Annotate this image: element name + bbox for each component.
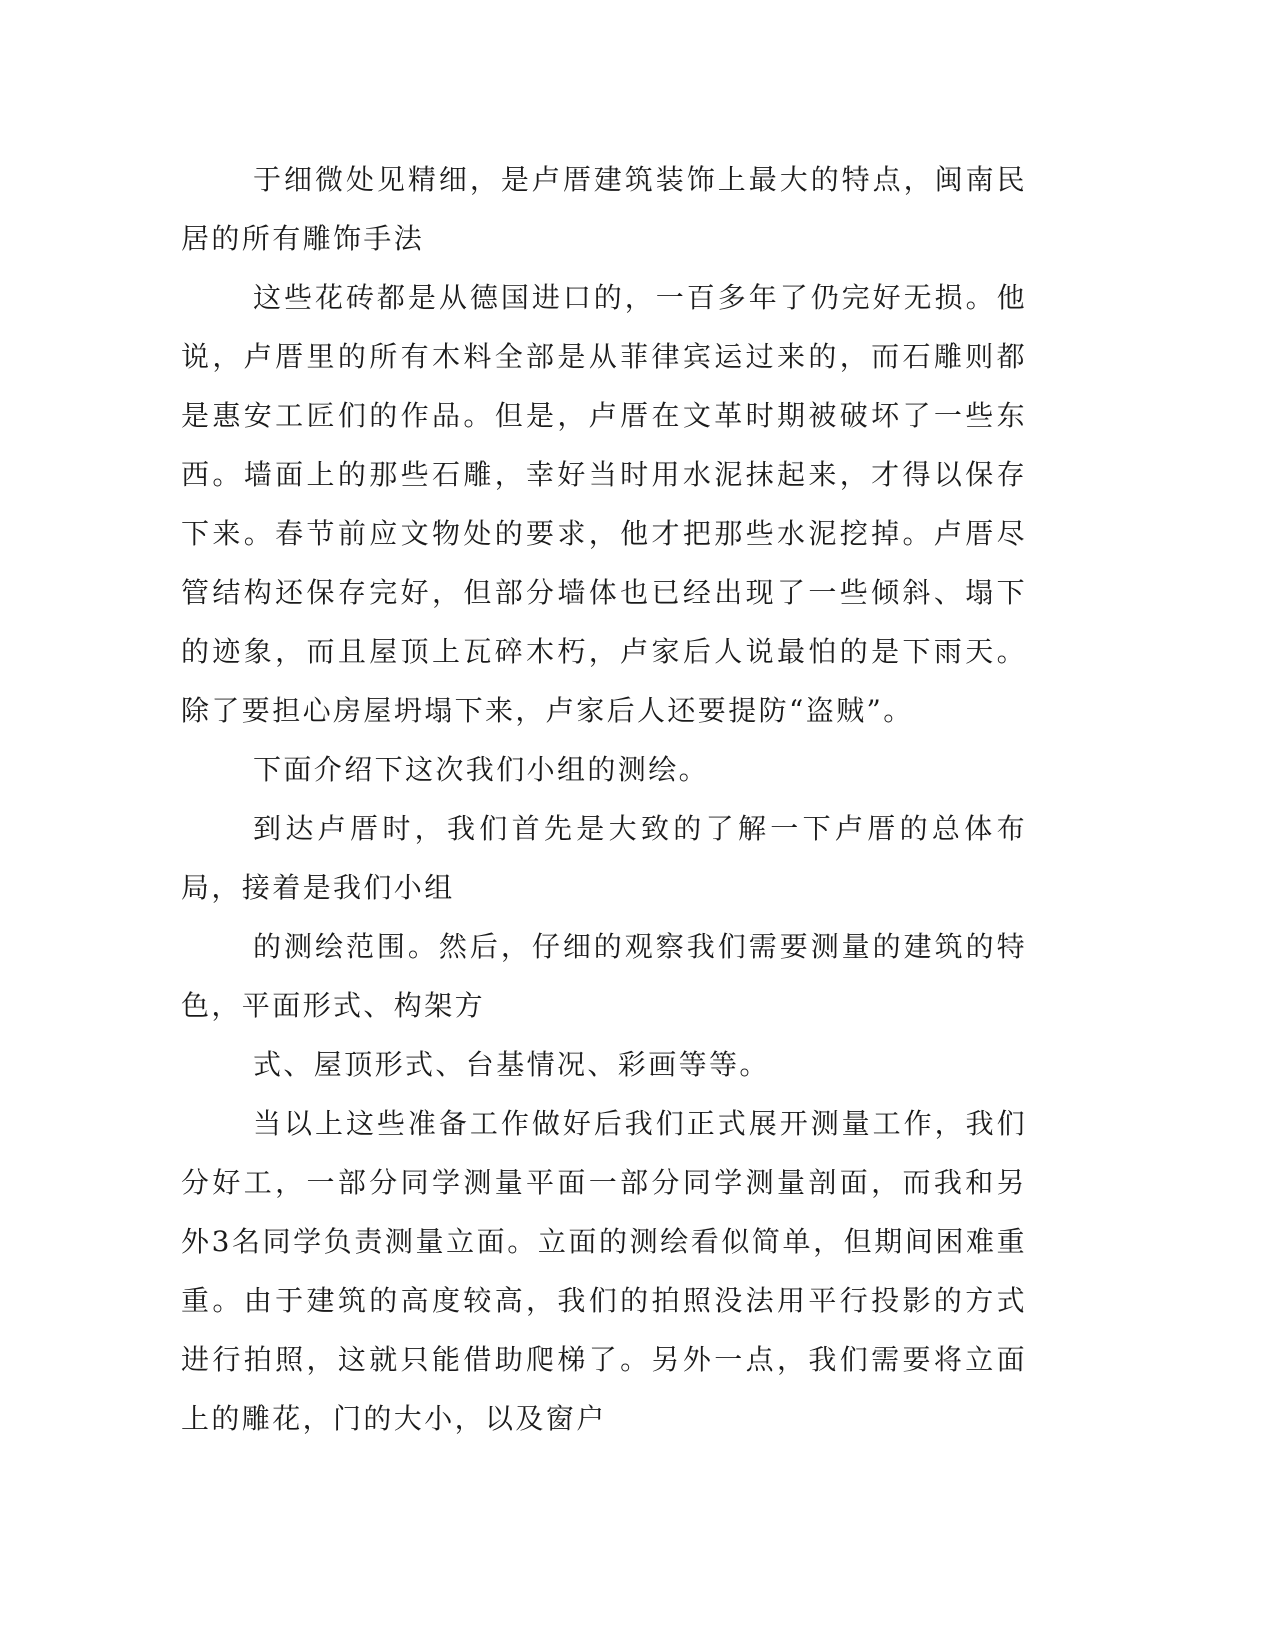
paragraph: 当以上这些准备工作做好后我们正式展开测量工作，我们分好工，一部分同学测量平面一部分同学测量剖面，而我和另外3名同学负责测量立面。立面的测绘看似简单，但期间困难重重。由于建筑的高度较高，我们的拍照没法用平行投影的方式进行拍照，这就只能借助爬梯了。另外一点，我们需要将立面上的雕花，门的大小，以及窗户 [181, 1107, 1027, 1435]
paragraph: 到达卢厝时，我们首先是大致的了解一下卢厝的总体布局，接着是我们小组 [181, 812, 1027, 904]
paragraph: 这些花砖都是从德国进口的，一百多年了仍完好无损。他说，卢厝里的所有木料全部是从菲律宾运过来的，而石雕则都是惠安工匠们的作品。但是，卢厝在文革时期被破坏了一些东西。墙面上的那些石雕，幸好当时用水泥抹起来，才得以保存下来。春节前应文物处的要求，他才把那些水泥挖掉。卢厝尽管结构还保存完好，但部分墙体也已经出现了一些倾斜、塌下的迹象，而且屋顶上瓦碎木朽，卢家后人说最怕的是下雨天。除了要担心房屋坍塌下来，卢家后人还要提防“盗贼”。 [181, 281, 1027, 727]
paragraph: 的测绘范围。然后，仔细的观察我们需要测量的建筑的特色，平面形式、构架方 [181, 930, 1027, 1022]
paragraph: 下面介绍下这次我们小组的测绘。 [253, 753, 710, 786]
body-text [181, 150, 1027, 1448]
paragraph: 于细微处见精细，是卢厝建筑装饰上最大的特点，闽南民居的所有雕饰手法 [181, 163, 1027, 255]
paragraph: 式、屋顶形式、台基情况、彩画等等。 [253, 1048, 770, 1081]
